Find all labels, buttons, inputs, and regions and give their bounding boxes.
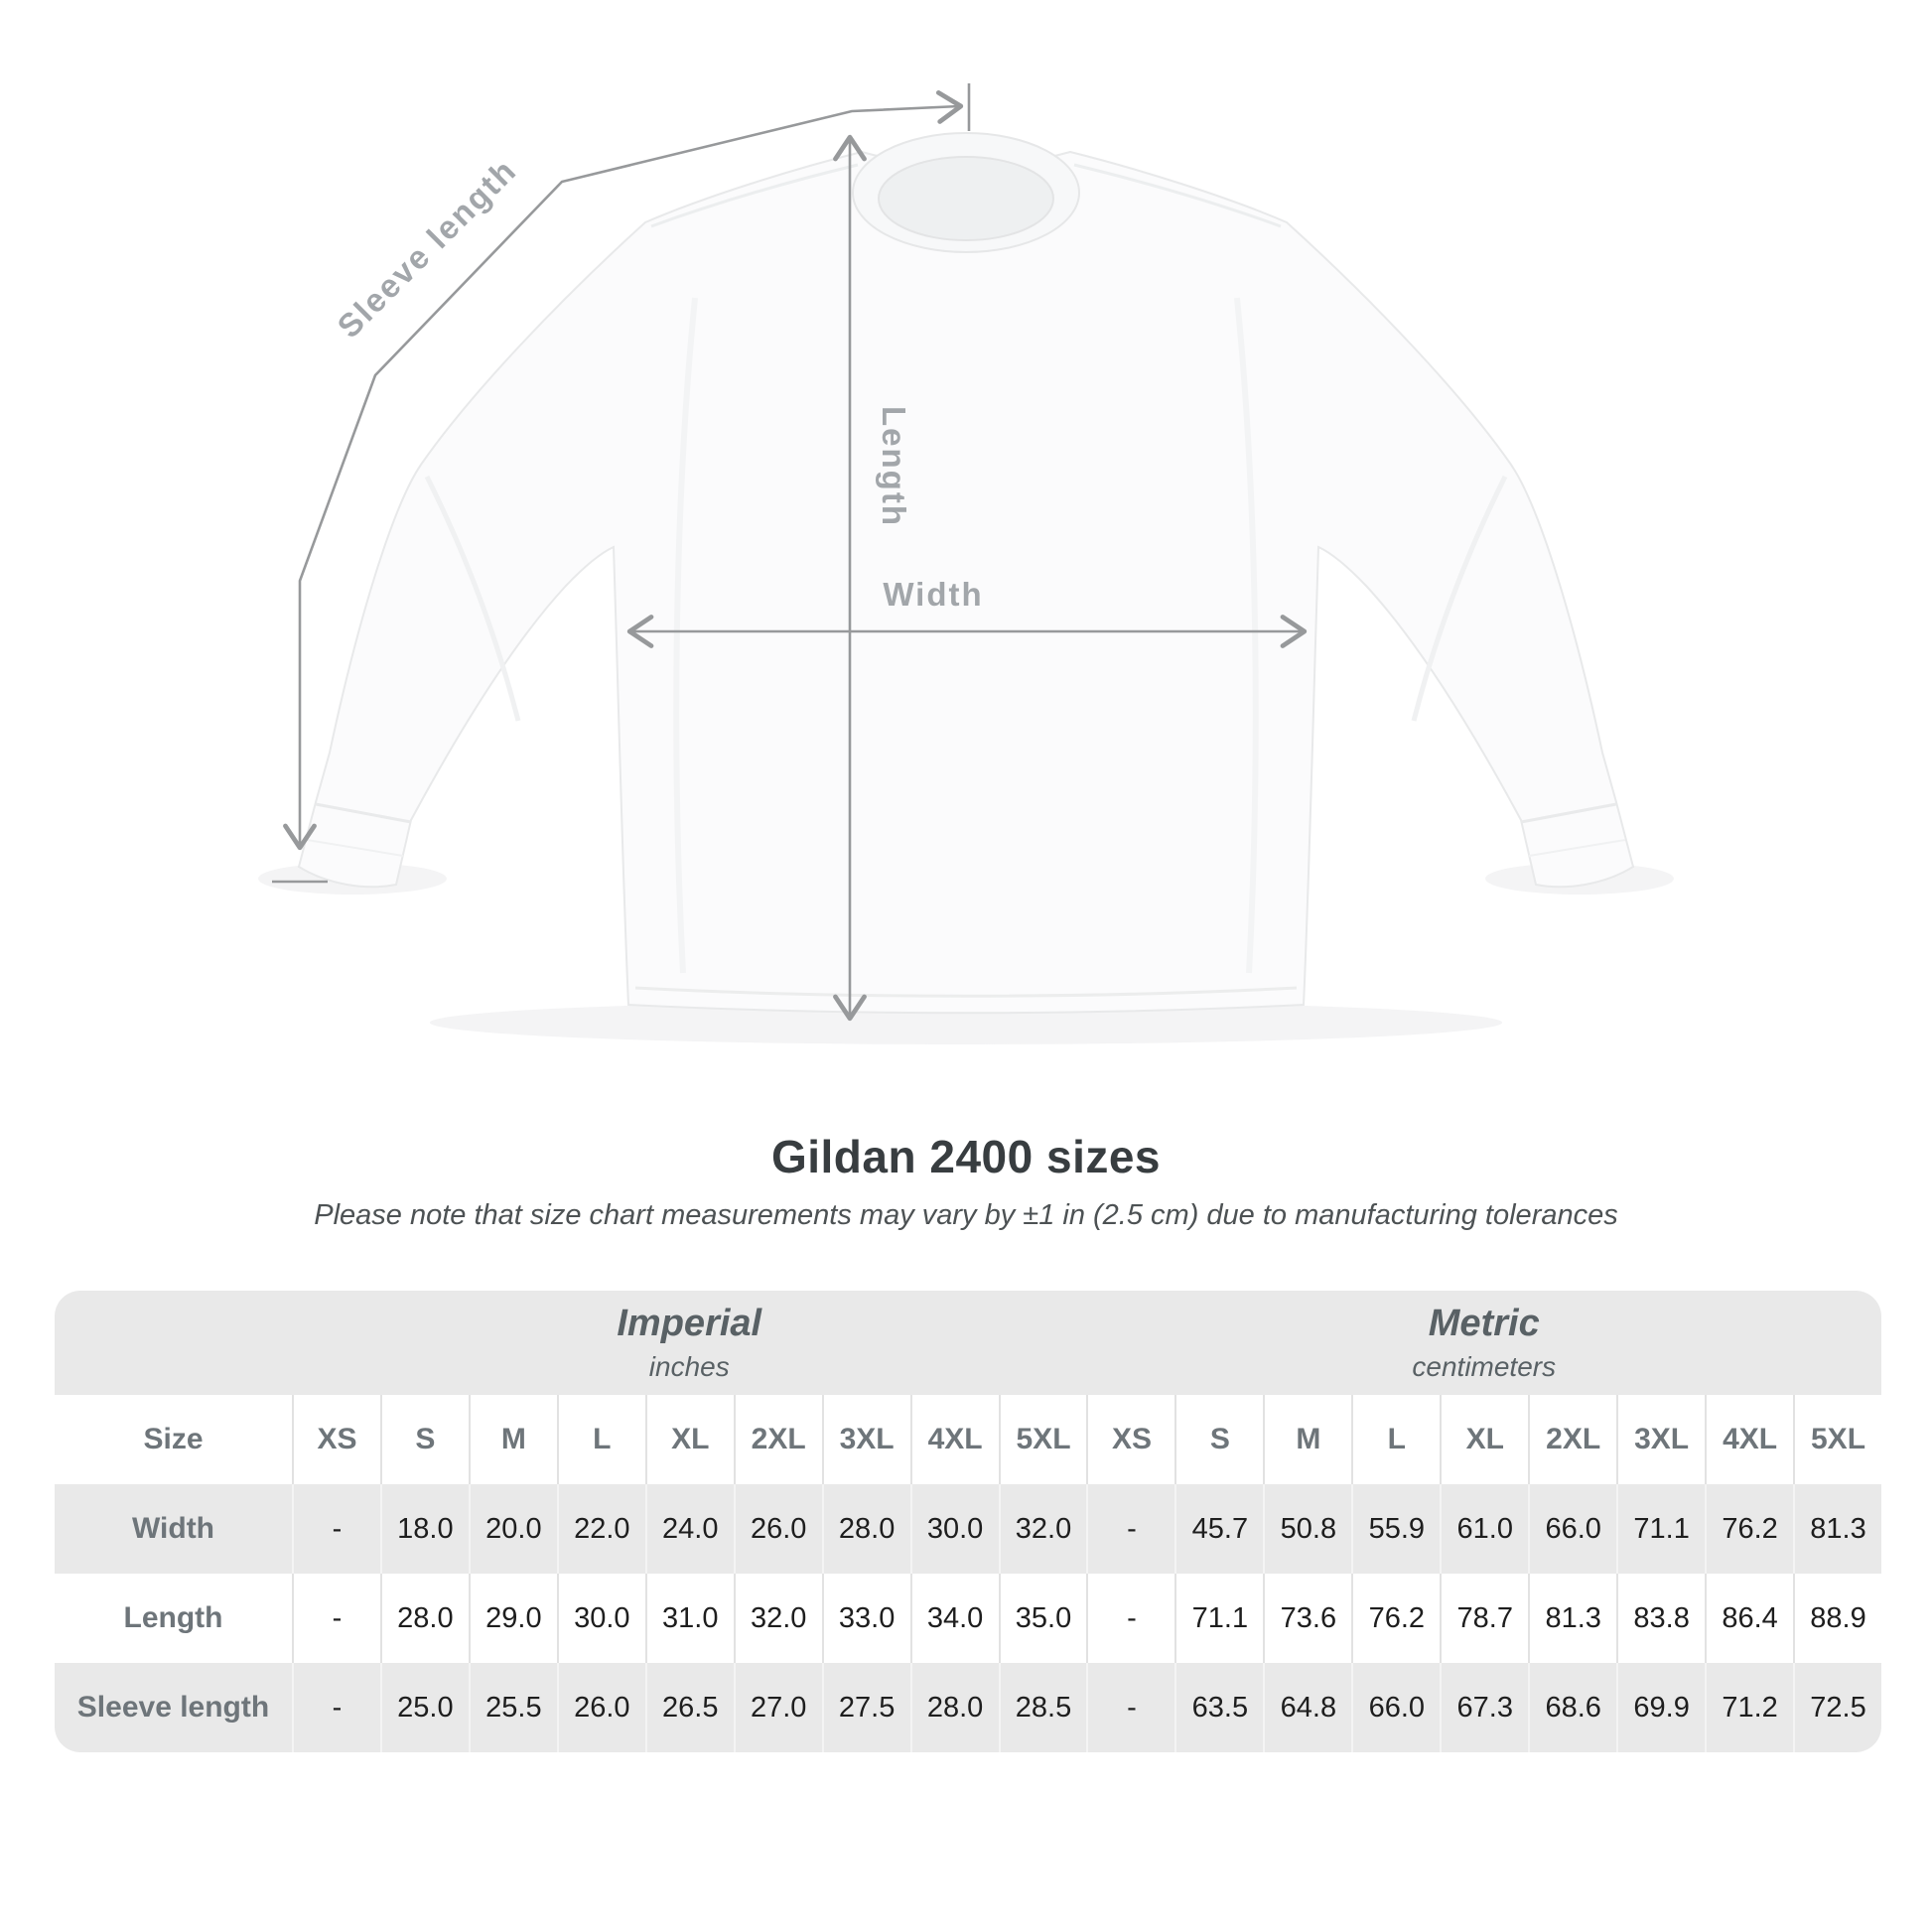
value-cell: 71.1 <box>1174 1574 1263 1663</box>
value-cell: 69.9 <box>1616 1663 1705 1752</box>
size-col-header: L <box>1351 1395 1440 1484</box>
metric-name: Metric <box>1428 1302 1540 1344</box>
value-cell: 67.3 <box>1440 1663 1528 1752</box>
metric-unit: centimeters <box>1412 1350 1557 1382</box>
heading-block <box>0 1130 1932 1233</box>
value-cell: 45.7 <box>1174 1484 1263 1574</box>
value-cell: 30.0 <box>557 1574 645 1663</box>
value-cell: 83.8 <box>1616 1574 1705 1663</box>
value-cell: 50.8 <box>1263 1484 1351 1574</box>
size-header-row <box>55 1395 1881 1484</box>
imperial-header <box>292 1291 1087 1395</box>
value-cell: 71.2 <box>1705 1663 1793 1752</box>
width-label: Width <box>883 576 984 613</box>
size-col-header: 2XL <box>1528 1395 1616 1484</box>
row-label: Length <box>123 1601 223 1634</box>
size-column-title: Size <box>143 1423 204 1455</box>
size-col-header: M <box>469 1395 557 1484</box>
unit-header-row <box>55 1291 1881 1395</box>
size-col-header: 4XL <box>1705 1395 1793 1484</box>
imperial-name: Imperial <box>617 1302 762 1344</box>
size-col-header: S <box>380 1395 469 1484</box>
value-cell: - <box>292 1484 380 1574</box>
size-col-header: 5XL <box>999 1395 1087 1484</box>
value-cell: 25.0 <box>380 1663 469 1752</box>
value-cell: 27.5 <box>822 1663 910 1752</box>
value-cell: 29.0 <box>469 1574 557 1663</box>
value-cell: - <box>292 1574 380 1663</box>
sleeve-length-label: Sleeve length <box>330 151 524 345</box>
size-col-header: M <box>1263 1395 1351 1484</box>
value-cell: 81.3 <box>1793 1484 1881 1574</box>
imperial-unit: inches <box>648 1350 730 1382</box>
value-cell: 81.3 <box>1528 1574 1616 1663</box>
size-table <box>55 1291 1881 1752</box>
value-cell: 73.6 <box>1263 1574 1351 1663</box>
size-col-header: XS <box>292 1395 380 1484</box>
value-cell: 26.5 <box>645 1663 734 1752</box>
row-label: Sleeve length <box>76 1691 270 1724</box>
size-col-header: S <box>1174 1395 1263 1484</box>
value-cell: 28.0 <box>380 1574 469 1663</box>
value-cell: 66.0 <box>1351 1663 1440 1752</box>
table-row-length <box>55 1574 1881 1663</box>
value-cell: 34.0 <box>910 1574 999 1663</box>
value-cell: 22.0 <box>557 1484 645 1574</box>
value-cell: 26.0 <box>557 1663 645 1752</box>
size-col-header: XL <box>1440 1395 1528 1484</box>
value-cell: 33.0 <box>822 1574 910 1663</box>
size-col-header: 5XL <box>1793 1395 1881 1484</box>
metric-header <box>1087 1291 1882 1395</box>
value-cell: 31.0 <box>645 1574 734 1663</box>
value-cell: 55.9 <box>1351 1484 1440 1574</box>
table-row-width <box>55 1484 1881 1574</box>
page-title: Gildan 2400 sizes <box>770 1131 1162 1182</box>
value-cell: 61.0 <box>1440 1484 1528 1574</box>
value-cell: 86.4 <box>1705 1574 1793 1663</box>
value-cell: 32.0 <box>999 1484 1087 1574</box>
length-label: Length <box>876 406 912 527</box>
value-cell: 71.1 <box>1616 1484 1705 1574</box>
value-cell: 28.5 <box>999 1663 1087 1752</box>
value-cell: 18.0 <box>380 1484 469 1574</box>
value-cell: 66.0 <box>1528 1484 1616 1574</box>
value-cell: 78.7 <box>1440 1574 1528 1663</box>
value-cell: 28.0 <box>822 1484 910 1574</box>
value-cell: 20.0 <box>469 1484 557 1574</box>
value-cell: 35.0 <box>999 1574 1087 1663</box>
value-cell: 26.0 <box>734 1484 822 1574</box>
value-cell: 28.0 <box>910 1663 999 1752</box>
value-cell: 88.9 <box>1793 1574 1881 1663</box>
value-cell: 27.0 <box>734 1663 822 1752</box>
value-cell: 76.2 <box>1705 1484 1793 1574</box>
value-cell: 68.6 <box>1528 1663 1616 1752</box>
tolerance-note: Please note that size chart measurements may vary by ±1 in (2.5 cm) due to manufacturing tolerances <box>314 1199 1618 1231</box>
value-cell: - <box>292 1663 380 1752</box>
row-label: Width <box>131 1512 215 1545</box>
value-cell: - <box>1086 1663 1174 1752</box>
size-col-header: 2XL <box>734 1395 822 1484</box>
size-col-header: XS <box>1086 1395 1174 1484</box>
size-col-header: XL <box>645 1395 734 1484</box>
value-cell: - <box>1086 1574 1174 1663</box>
value-cell: 25.5 <box>469 1663 557 1752</box>
value-cell: 32.0 <box>734 1574 822 1663</box>
value-cell: 72.5 <box>1793 1663 1881 1752</box>
value-cell: 30.0 <box>910 1484 999 1574</box>
shirt-graphic <box>299 133 1633 1013</box>
value-cell: - <box>1086 1484 1174 1574</box>
value-cell: 76.2 <box>1351 1574 1440 1663</box>
value-cell: 63.5 <box>1174 1663 1263 1752</box>
value-cell: 24.0 <box>645 1484 734 1574</box>
value-cell: 64.8 <box>1263 1663 1351 1752</box>
size-col-header: 3XL <box>822 1395 910 1484</box>
size-col-header: 4XL <box>910 1395 999 1484</box>
size-col-header: L <box>557 1395 645 1484</box>
size-col-header: 3XL <box>1616 1395 1705 1484</box>
table-row-sleeve-length <box>55 1663 1881 1752</box>
